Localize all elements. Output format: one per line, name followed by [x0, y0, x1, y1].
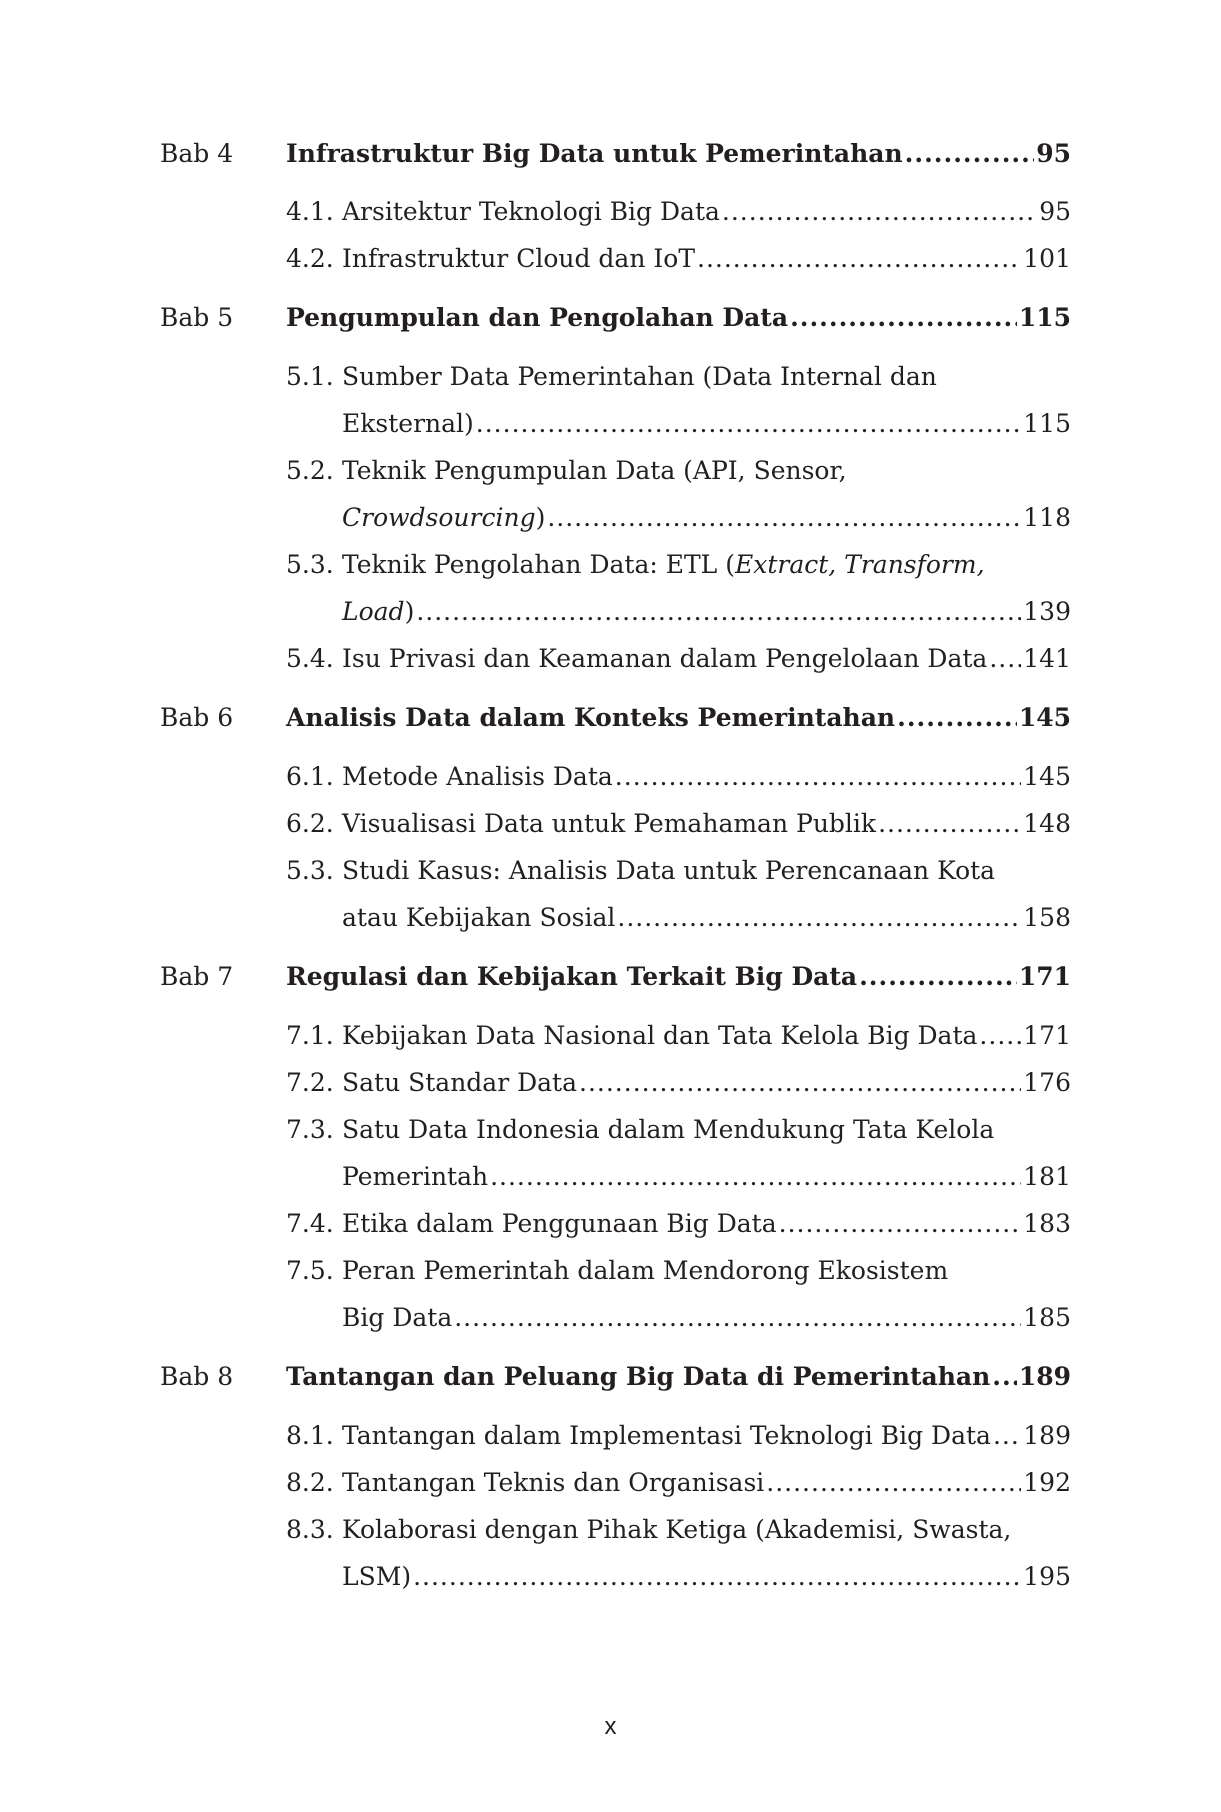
toc-line: [342, 1110, 1071, 1150]
section-title: [342, 1463, 764, 1503]
title-text: Teknik Pengolahan Data: ETL (: [342, 550, 735, 579]
title-text: Pemerintah: [342, 1162, 489, 1191]
toc-section-row: [0, 451, 1221, 491]
leader-dots: [897, 698, 1017, 738]
toc-line: [342, 404, 1071, 444]
toc-line: [342, 1251, 1071, 1291]
page-ref: 171: [1023, 1021, 1071, 1050]
chapter-label: Bab 6: [160, 703, 234, 732]
title-text: Eksternal): [342, 409, 474, 438]
chapter-label: Bab 8: [160, 1362, 234, 1391]
toc-line: [342, 192, 1071, 232]
section-number: 8.3.: [286, 1515, 334, 1544]
toc-line: [342, 451, 1071, 491]
toc-section-row: [0, 851, 1221, 891]
page-ref: 195: [1023, 1562, 1071, 1591]
toc-line: [286, 1357, 1071, 1397]
section-number: 4.1.: [286, 197, 334, 226]
title-text: LSM): [342, 1562, 412, 1591]
leader-dots: [454, 1298, 1021, 1338]
section-number: 6.2.: [286, 809, 334, 838]
toc-section-row: [0, 1463, 1221, 1503]
toc-line: [342, 1063, 1071, 1103]
leader-dots: [722, 192, 1037, 232]
toc-section-row: [0, 545, 1221, 585]
page-ref: 148: [1023, 809, 1071, 838]
title-text: Infrastruktur Cloud dan IoT: [342, 244, 695, 273]
section-number: 7.3.: [286, 1115, 334, 1144]
toc-line: [286, 134, 1071, 174]
toc-section-row: [0, 757, 1221, 797]
title-text: Kolaborasi dengan Pihak Ketiga (Akademisi, Swasta,: [342, 1515, 1012, 1544]
toc-line: [342, 357, 1071, 397]
leader-dots: [413, 1557, 1021, 1597]
section-title: [342, 1016, 977, 1056]
section-title: [342, 239, 695, 279]
toc-line: [286, 957, 1071, 997]
section-title: [342, 639, 987, 679]
title-text: Big Data: [342, 1303, 453, 1332]
toc-line: [342, 498, 1071, 538]
leader-dots: [615, 757, 1021, 797]
toc-section-row: [0, 898, 1221, 938]
title-text: Metode Analisis Data: [342, 762, 613, 791]
section-title: [342, 451, 847, 491]
title-text: atau Kebijakan Sosial: [342, 903, 616, 932]
title-text: Tantangan dalam Implementasi Teknologi Big Data: [342, 1421, 991, 1450]
toc-chapter-row: [0, 298, 1221, 338]
section-number: 5.2.: [286, 456, 334, 485]
section-title: [342, 1204, 777, 1244]
toc-section-row: [0, 639, 1221, 679]
title-text: Satu Data Indonesia dalam Mendukung Tata Kelola: [342, 1115, 995, 1144]
toc-line: [342, 1204, 1071, 1244]
leader-dots: [993, 1416, 1021, 1456]
toc-line: [342, 1463, 1071, 1503]
leader-dots: [992, 1357, 1017, 1397]
toc-line: [342, 639, 1071, 679]
section-number: 6.1.: [286, 762, 334, 791]
leader-dots: [766, 1463, 1021, 1503]
leader-dots: [490, 1157, 1021, 1197]
section-title: [342, 192, 720, 232]
chapter-title: [286, 957, 857, 997]
title-text: Studi Kasus: Analisis Data untuk Perencanaan Kota: [342, 856, 996, 885]
title-text: ): [404, 597, 415, 626]
title-text: Regulasi dan Kebijakan Terkait Big Data: [286, 962, 858, 991]
page-ref: 115: [1018, 303, 1071, 332]
title-text: Analisis Data dalam Konteks Pemerintahan: [286, 703, 896, 732]
page-ref: 189: [1018, 1362, 1071, 1391]
page-ref: 101: [1023, 244, 1071, 273]
chapter-label: Bab 4: [160, 139, 234, 168]
toc-line: [342, 1416, 1071, 1456]
leader-dots: [779, 1204, 1022, 1244]
toc-section-row: [0, 1557, 1221, 1597]
chapter-title: [286, 134, 903, 174]
page-ref: 181: [1023, 1162, 1071, 1191]
title-text: Etika dalam Penggunaan Big Data: [342, 1209, 777, 1238]
toc-line: [342, 239, 1071, 279]
leader-dots: [979, 1016, 1021, 1056]
page-ref: 139: [1023, 597, 1071, 626]
title-text: Infrastruktur Big Data untuk Pemerintahan: [286, 139, 903, 168]
section-title: [342, 1298, 452, 1338]
toc-chapter-row: [0, 134, 1221, 174]
toc-section-row: [0, 804, 1221, 844]
section-title: [342, 404, 474, 444]
toc-line: [342, 1510, 1071, 1550]
leader-dots: [476, 404, 1022, 444]
toc-line: [342, 898, 1071, 938]
section-number: 7.4.: [286, 1209, 334, 1238]
leader-dots: [579, 1063, 1021, 1103]
section-number: 4.2.: [286, 244, 334, 273]
leader-dots: [617, 898, 1021, 938]
leader-dots: [905, 134, 1035, 174]
section-number: 5.1.: [286, 362, 334, 391]
section-number: 7.2.: [286, 1068, 334, 1097]
page-ref: 192: [1023, 1468, 1071, 1497]
toc-section-row: [0, 1204, 1221, 1244]
page-ref: 185: [1023, 1303, 1071, 1332]
toc-section-row: [0, 592, 1221, 632]
page-ref: 176: [1023, 1068, 1071, 1097]
page-ref: 145: [1023, 762, 1071, 791]
section-number: 7.1.: [286, 1021, 334, 1050]
toc-chapter-row: [0, 1357, 1221, 1397]
toc-section-row: [0, 1298, 1221, 1338]
toc-section-row: [0, 1016, 1221, 1056]
section-title: [342, 1251, 948, 1291]
section-title: [342, 1157, 488, 1197]
page-ref: 183: [1023, 1209, 1071, 1238]
toc-section-row: [0, 1110, 1221, 1150]
toc-line: [342, 1557, 1071, 1597]
title-text: ): [535, 503, 546, 532]
page-ref: 118: [1023, 503, 1071, 532]
section-title: [342, 357, 937, 397]
toc-section-row: [0, 1251, 1221, 1291]
toc-chapter-row: [0, 698, 1221, 738]
page-ref: 115: [1023, 409, 1071, 438]
section-number: 8.1.: [286, 1421, 334, 1450]
toc-section-row: [0, 1157, 1221, 1197]
leader-dots: [790, 298, 1017, 338]
leader-dots: [697, 239, 1021, 279]
page-ref: 145: [1018, 703, 1071, 732]
toc-line: [342, 851, 1071, 891]
section-title: [342, 757, 613, 797]
toc-line: [286, 298, 1071, 338]
title-text: Visualisasi Data untuk Pemahaman Publik: [342, 809, 877, 838]
title-italic-text: Extract, Transform,: [734, 550, 985, 579]
toc-section-row: [0, 357, 1221, 397]
toc-line: [342, 1016, 1071, 1056]
toc-section-row: [0, 1510, 1221, 1550]
toc-line: [286, 698, 1071, 738]
title-text: Satu Standar Data: [342, 1068, 578, 1097]
title-text: Sumber Data Pemerintahan (Data Internal dan: [342, 362, 937, 391]
page-ref: 95: [1036, 139, 1071, 168]
page-number: x: [604, 1713, 617, 1740]
section-title: [342, 1557, 411, 1597]
page-ref: 189: [1023, 1421, 1071, 1450]
toc-line: [342, 545, 1071, 585]
title-text: Teknik Pengumpulan Data (API, Sensor,: [342, 456, 847, 485]
title-italic-text: Crowdsourcing: [342, 503, 536, 532]
chapter-title: [286, 1357, 990, 1397]
toc-section-row: [0, 239, 1221, 279]
section-number: 7.5.: [286, 1256, 334, 1285]
section-title: [342, 1063, 577, 1103]
toc-section-row: [0, 498, 1221, 538]
title-text: Tantangan Teknis dan Organisasi: [342, 1468, 765, 1497]
section-number: 5.3.: [286, 550, 334, 579]
toc-line: [342, 804, 1071, 844]
title-italic-text: Load: [342, 597, 405, 626]
title-text: Peran Pemerintah dalam Mendorong Ekosistem: [342, 1256, 949, 1285]
section-title: [342, 804, 876, 844]
leader-dots: [547, 498, 1021, 538]
toc-chapter-row: [0, 957, 1221, 997]
section-title: [342, 545, 985, 585]
toc-line: [342, 1298, 1071, 1338]
section-title: [342, 851, 995, 891]
toc-line: [342, 757, 1071, 797]
page-ref: 171: [1018, 962, 1071, 991]
title-text: Isu Privasi dan Keamanan dalam Pengelolaan Data: [342, 644, 988, 673]
title-text: Pengumpulan dan Pengolahan Data: [286, 303, 789, 332]
leader-dots: [989, 639, 1021, 679]
section-title: [342, 498, 545, 538]
section-number: 5.3.: [286, 856, 334, 885]
page-ref: 141: [1023, 644, 1071, 673]
toc-section-row: [0, 192, 1221, 232]
leader-dots: [416, 592, 1021, 632]
toc-section-row: [0, 1416, 1221, 1456]
toc-section-row: [0, 1063, 1221, 1103]
chapter-label: Bab 5: [160, 303, 234, 332]
toc-line: [342, 592, 1071, 632]
chapter-label: Bab 7: [160, 962, 234, 991]
section-title: [342, 592, 414, 632]
section-title: [342, 1416, 991, 1456]
toc-line: [342, 1157, 1071, 1197]
leader-dots: [859, 957, 1017, 997]
title-text: Tantangan dan Peluang Big Data di Pemerintahan: [286, 1362, 991, 1391]
section-title: [342, 1510, 1011, 1550]
chapter-title: [286, 698, 895, 738]
section-title: [342, 898, 615, 938]
chapter-title: [286, 298, 788, 338]
page-ref: 95: [1039, 197, 1071, 226]
page-ref: 158: [1023, 903, 1071, 932]
title-text: Arsitektur Teknologi Big Data: [342, 197, 720, 226]
toc-section-row: [0, 404, 1221, 444]
section-title: [342, 1110, 994, 1150]
title-text: Kebijakan Data Nasional dan Tata Kelola Big Data: [342, 1021, 978, 1050]
section-number: 5.4.: [286, 644, 334, 673]
section-number: 8.2.: [286, 1468, 334, 1497]
leader-dots: [878, 804, 1021, 844]
